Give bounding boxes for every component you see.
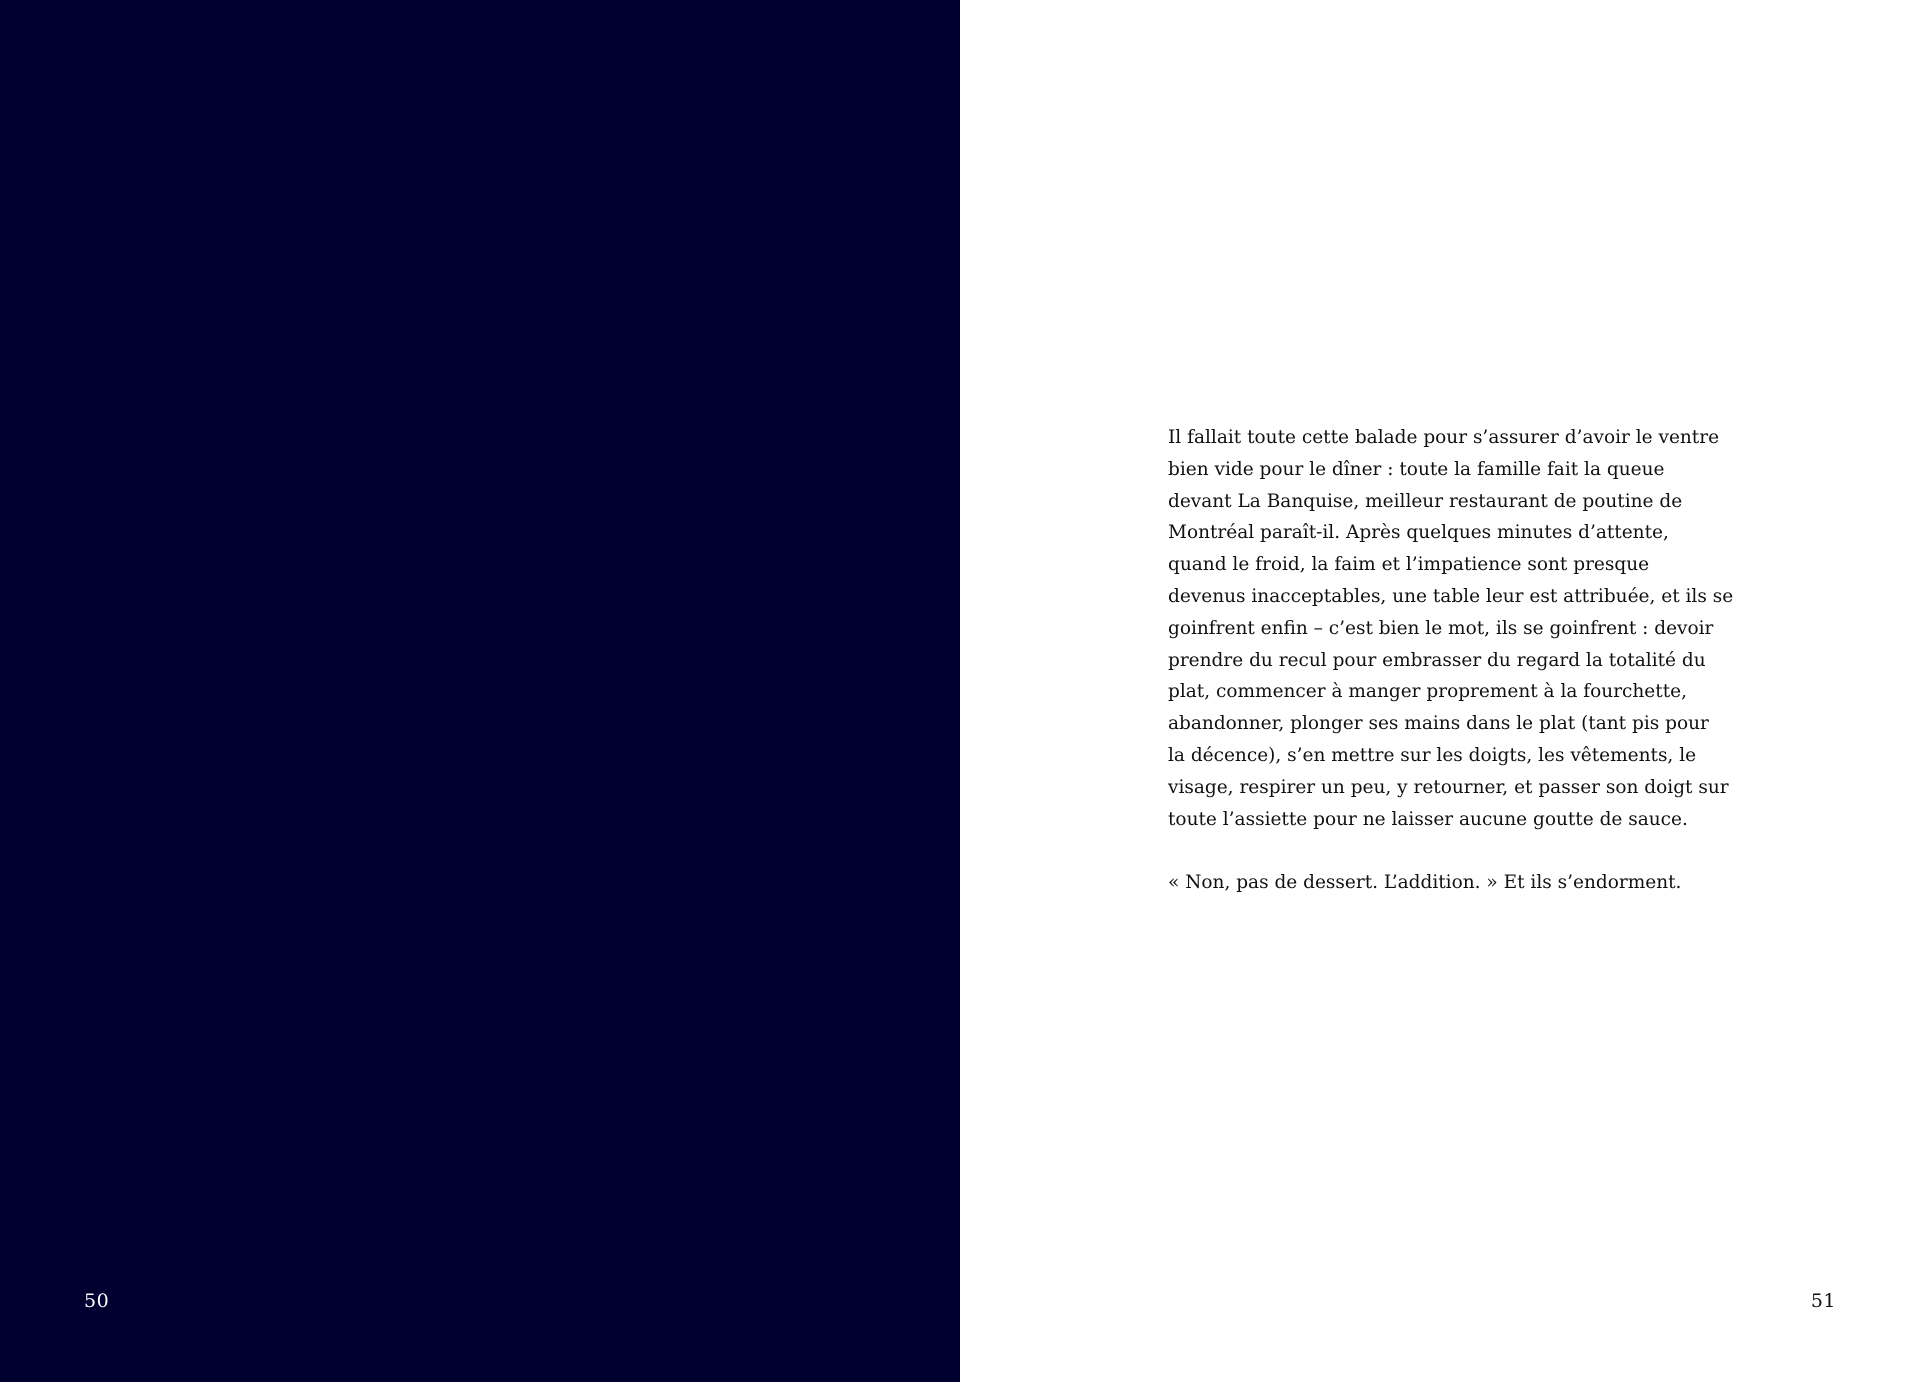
text-line: goinfrent enfin – c’est bien le mot, ils se goinfrent : devoir xyxy=(1168,617,1714,639)
paragraph xyxy=(1168,867,1728,899)
text-line: quand le froid, la faim et l’impatience sont presque xyxy=(1168,554,1650,576)
text-line: devant La Banquise, meilleur restaurant de poutine de xyxy=(1168,490,1683,512)
text-line: Montréal paraît-il. Après quelques minutes d’attente, xyxy=(1168,522,1669,544)
text-line: Il fallait toute cette balade pour s’assurer d’avoir le ventre xyxy=(1168,427,1720,448)
page-number-right: 51 xyxy=(1810,1290,1836,1312)
page-number-left: 50 xyxy=(84,1290,110,1312)
body-text xyxy=(1168,422,1734,899)
text-line: plat, commencer à manger proprement à la fourchette, xyxy=(1168,681,1687,703)
text-line: abandonner, plonger ses mains dans le plat (tant pis pour xyxy=(1168,713,1709,735)
right-page xyxy=(960,0,1920,1382)
text-line: bien vide pour le dîner : toute la famille fait la queue xyxy=(1168,458,1665,480)
text-line: devenus inacceptables, une table leur est attribuée, et ils se xyxy=(1168,585,1734,607)
text-line: la décence), s’en mettre sur les doigts, les vêtements, le xyxy=(1168,744,1697,766)
text-line: toute l’assiette pour ne laisser aucune goutte de sauce. xyxy=(1168,808,1688,830)
text-line: « Non, pas de dessert. L’addition. » Et ils s’endorment. xyxy=(1168,872,1682,894)
paragraph xyxy=(1168,422,1734,835)
text-line: visage, respirer un peu, y retourner, et passer son doigt sur xyxy=(1168,776,1729,798)
text-line: prendre du recul pour embrasser du regard la totalité du xyxy=(1168,649,1706,671)
